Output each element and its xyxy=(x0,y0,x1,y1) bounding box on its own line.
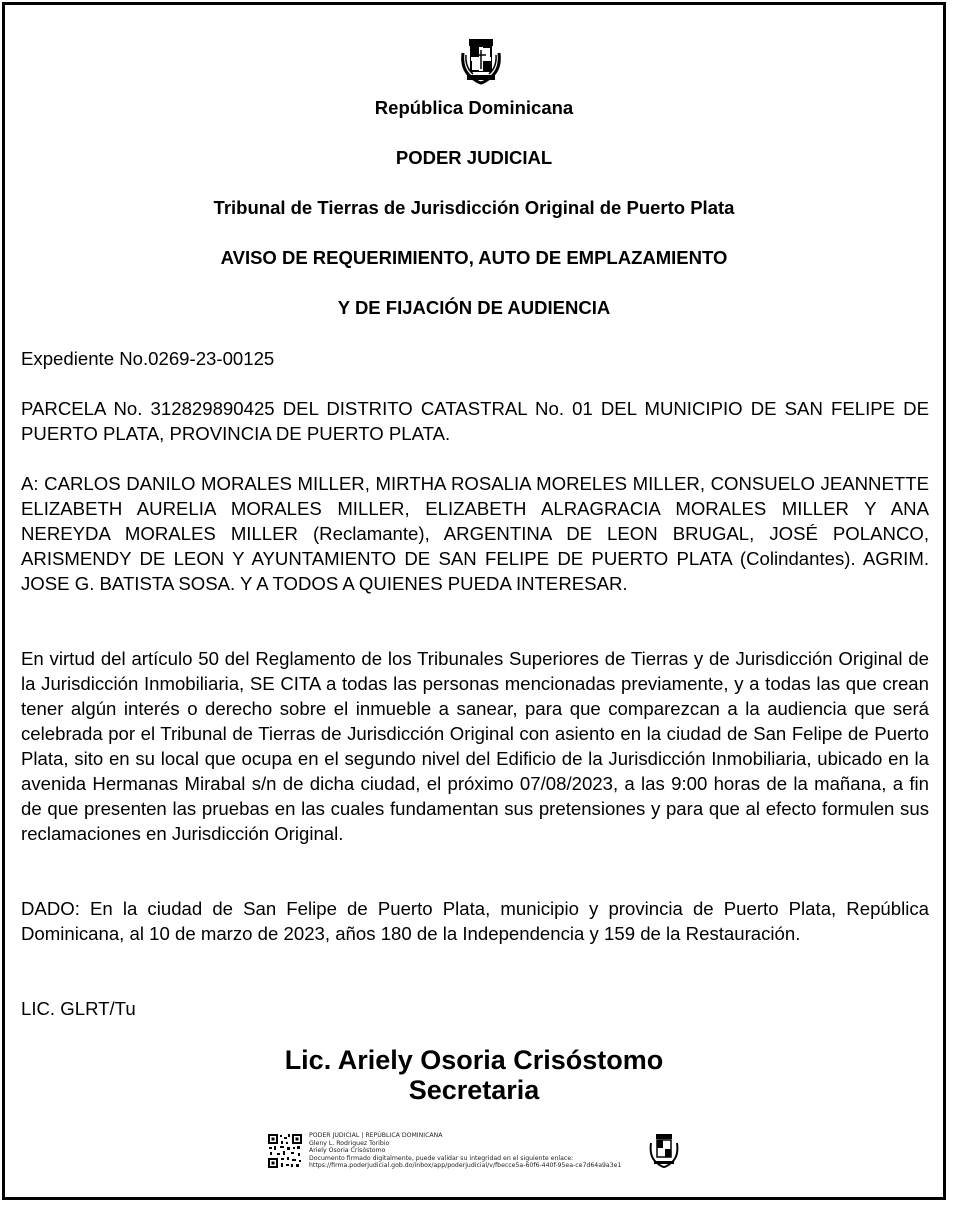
initials: LIC. GLRT/Tu xyxy=(21,998,136,1019)
dated-paragraph: DADO: En la ciudad de San Felipe de Puerto Plata, municipio y provincia de Puerto Plata, República Dominicana, al 10 de marzo de 2023, años 180 de la Independencia y 159 de la Restauración. xyxy=(21,898,929,944)
footer-signer-2: Ariely Osoria Crisóstomo xyxy=(309,1147,386,1155)
addressees-paragraph: A: CARLOS DANILO MORALES MILLER, MIRTHA ROSALIA MORELES MILLER, CONSUELO JEANNETTE ELIZABETH AURELIA MORALES MILLER, ELIZABETH ALRAGRACIA MORALES MILLER Y ANA NEREYDA MORALES MILLER (Reclamante), ARGENTINA DE LEON BRUGAL, JOSÉ POLANCO, ARISMENDY DE LEON Y AYUNTAMIENTO DE SAN FELIPE DE PUERTO PLATA (Colindantes). AGRIM. JOSE G. BATISTA SOSA. Y A TODOS A QUIENES PUEDA INTERESAR. xyxy=(21,473,929,594)
citation-paragraph: En virtud del artículo 50 del Reglamento de los Tribunales Superiores de Tierras y de Jurisdicción Original de la Jurisdicción Inmobiliaria, SE CITA a todas las personas mencionadas previamente, y a todas las que crean tener algún interés o derecho sobre el inmueble a sanear, para que comparezcan a la audiencia que será celebrada por el Tribunal de Tierras de Jurisdicción Original con asiento en la ciudad de San Felipe de Puerto Plata, sito en su local que ocupa en el segundo nivel del Edificio de la Jurisdicción Inmobiliaria, ubicado en la avenida Hermanas Mirabal s/n de dicha ciudad, el próximo 07/08/2023, a las 9:00 horas de la mañana, a fin de que presenten las pruebas en las cuales fundamentan sus pretensiones y para que al efecto formulen sus reclamaciones en Jurisdicción Original. xyxy=(21,648,929,844)
footer-signer-1: Gleny L. Rodriguez Toribio xyxy=(309,1139,390,1147)
branch-heading: PODER JUDICIAL xyxy=(395,147,553,168)
notice-title-line2: Y DE FIJACIÓN DE AUDIENCIA xyxy=(337,297,611,318)
digital-signature-footer xyxy=(263,1129,693,1179)
footer-validation-link[interactable]: https://firma.poderjudicial.gob.do/inbox/app/poderjudicial/v/fbecce5a-60f6-440f-95ea-ce7d64a9a3e1 xyxy=(309,1162,622,1170)
signatory-role: Secretaria xyxy=(408,1075,540,1105)
footer-validation-note: Documento firmado digitalmente, puede validar su integridad en el siguiente enlace: xyxy=(309,1154,574,1162)
document-page xyxy=(2,2,946,1200)
notice-title-line1: AVISO DE REQUERIMIENTO, AUTO DE EMPLAZAMIENTO xyxy=(220,247,728,268)
qr-code-icon[interactable] xyxy=(267,1133,303,1169)
signature-footer-text xyxy=(309,1132,649,1170)
court-heading: Tribunal de Tierras de Jurisdicción Original de Puerto Plata xyxy=(213,197,735,218)
country-heading: República Dominicana xyxy=(374,97,574,118)
case-number: Expediente No.0269-23-00125 xyxy=(21,348,275,369)
signatory-name: Lic. Ariely Osoria Crisóstomo xyxy=(284,1045,664,1075)
footer-issuer: PODER JUDICIAL | REPÚBLICA DOMINICANA xyxy=(309,1132,443,1139)
parcel-paragraph: PARCELA No. 312829890425 DEL DISTRITO CATASTRAL No. 01 DEL MUNICIPIO DE SAN FELIPE DE PUERTO PLATA, PROVINCIA DE PUERTO PLATA. xyxy=(21,398,929,444)
coat-of-arms-icon xyxy=(457,35,505,85)
poder-judicial-seal-icon xyxy=(645,1131,683,1175)
